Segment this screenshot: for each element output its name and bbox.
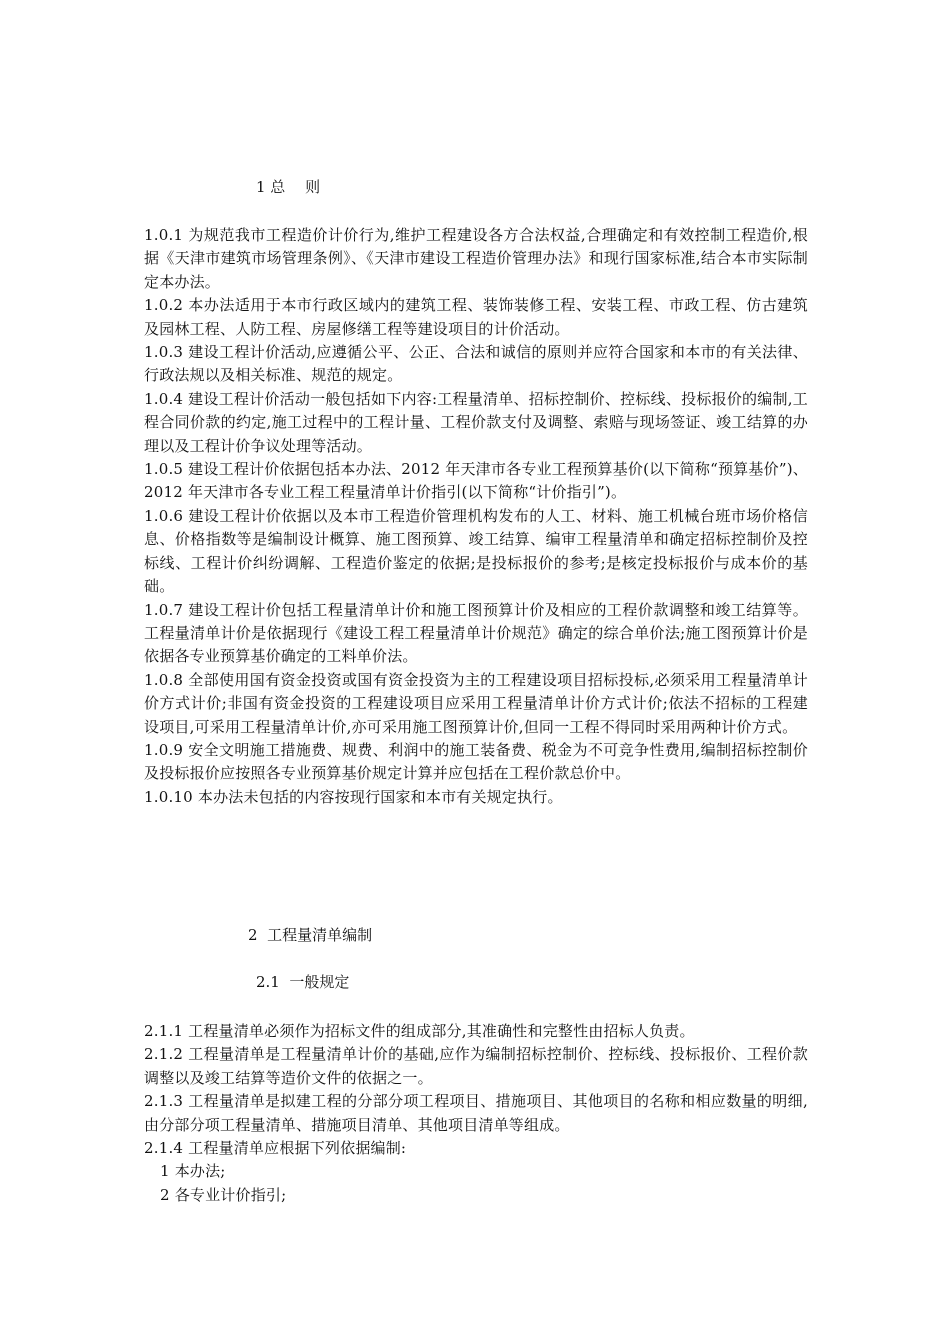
section-2-1-title: 2.1 一般规定 (256, 973, 350, 991)
list-item: 1 本办法; (160, 1162, 226, 1181)
clause-2-1-4: 2.1.4 工程量清单应根据下列依据编制: (144, 1139, 407, 1158)
chapter-2-title: 2 工程量清单编制 (248, 926, 373, 944)
clause-1-0-7: 1.0.7 建设工程计价包括工程量清单计价和施工图预算计价及相应的工程价款调整和竣工结算等。工程量清单计价是依据现行《建设工程工程量清单计价规范》确定的综合单价法;施工图预算计价是依据各专业预算基价确定的工料单价法。 (144, 600, 808, 666)
list-item: 2 各专业计价指引; (160, 1185, 287, 1204)
clause-1-0-5: 1.0.5 建设工程计价依据包括本办法、2012 年天津市各专业工程预算基价(以下简称“预算基价”)、2012 年天津市各专业工程工程量清单计价指引(以下简称“计价指引”)。 (144, 460, 808, 502)
clause-2-1-3: 2.1.3 工程量清单是拟建工程的分部分项工程项目、措施项目、其他项目的名称和相应数量的明细,由分部分项工程量清单、措施项目清单、其他项目清单等组成。 (144, 1092, 808, 1134)
clause-1-0-10: 1.0.10 本办法未包括的内容按现行国家和本市有关规定执行。 (144, 787, 563, 806)
chapter-1-body (144, 224, 808, 809)
clause-1-0-8: 1.0.8 全部使用国有资金投资或国有资金投资为主的工程建设项目招标投标,必须采用工程量清单计价方式计价;非国有资金投资的工程建设项目应采用工程量清单计价方式计价;依法不招标的工程建设项目,可采用工程量清单计价,亦可采用施工图预算计价,但同一工程不得同时采用两种计价方式。 (144, 670, 808, 736)
chapter-1-title: 1 总 则 (256, 178, 321, 196)
clause-2-1-1: 2.1.1 工程量清单必须作为招标文件的组成部分,其准确性和完整性由招标人负责。 (144, 1022, 695, 1040)
clause-1-0-1: 1.0.1 为规范我市工程造价计价行为,维护工程建设各方合法权益,合理确定和有效控制工程造价,根据《天津市建筑市场管理条例》、《天津市建设工程造价管理办法》和现行国家标准,结合本市实际制定本办法。 (144, 226, 808, 291)
clause-1-0-2: 1.0.2 本办法适用于本市行政区域内的建筑工程、装饰装修工程、安装工程、市政工程、仿古建筑及园林工程、人防工程、房屋修缮工程等建设项目的计价活动。 (144, 296, 808, 338)
clause-1-0-4: 1.0.4 建设工程计价活动一般包括如下内容:工程量清单、招标控制价、控标线、投标报价的编制,工程合同价款的约定,施工过程中的工程计量、工程价款支付及调整、索赔与现场签证、竣工结算的办理以及工程计价争议处理等活动。 (144, 389, 808, 455)
clause-1-0-3: 1.0.3 建设工程计价活动,应遵循公平、公正、合法和诚信的原则并应符合国家和本市的有关法律、行政法规以及相关标准、规范的规定。 (144, 343, 808, 385)
clause-1-0-6: 1.0.6 建设工程计价依据以及本市工程造价管理机构发布的人工、材料、施工机械台班市场价格信息、价格指数等是编制设计概算、施工图预算、竣工结算、编审工程量清单和确定招标控制价及控标线、工程计价纠纷调解、工程造价鉴定的依据;是投标报价的参考;是核定投标报价与成本价的基础。 (144, 506, 808, 596)
clause-2-1-2: 2.1.2 工程量清单是工程量清单计价的基础,应作为编制招标控制价、控标线、投标报价、工程价款调整以及竣工结算等造价文件的依据之一。 (144, 1045, 808, 1087)
section-2-1-body (144, 1020, 808, 1207)
clause-1-0-9: 1.0.9 安全文明施工措施费、规费、利润中的施工装备费、税金为不可竞争性费用,编制招标控制价及投标报价应按照各专业预算基价规定计算并应包括在工程价款总价中。 (144, 740, 808, 783)
